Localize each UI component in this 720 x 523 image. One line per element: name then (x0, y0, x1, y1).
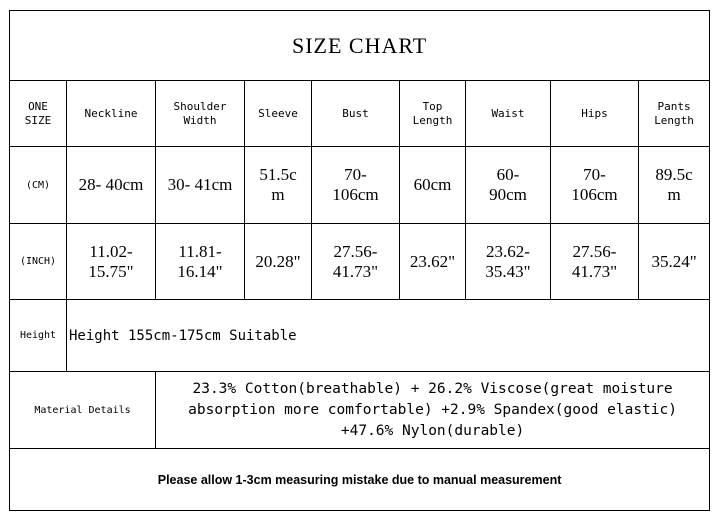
height-label: Height (10, 300, 67, 372)
height-value: Height 155cm-175cm Suitable (67, 300, 710, 372)
material-row (10, 372, 710, 449)
cm-bust: 70- 106cm (312, 147, 400, 224)
cm-sleeve: 51.5c m (245, 147, 312, 224)
cm-waist: 60- 90cm (466, 147, 551, 224)
header-shoulder-width: Shoulder Width (156, 81, 245, 147)
inch-neckline: 11.02- 15.75" (67, 224, 156, 300)
inch-waist: 23.62- 35.43" (466, 224, 551, 300)
inch-hips: 27.56- 41.73" (551, 224, 639, 300)
inch-top-length: 23.62" (400, 224, 466, 300)
header-waist: Waist (466, 81, 551, 147)
cm-top-length: 60cm (400, 147, 466, 224)
table-row (10, 224, 710, 300)
header-top-length: Top Length (400, 81, 466, 147)
inch-bust: 27.56- 41.73" (312, 224, 400, 300)
note-row (10, 449, 710, 511)
header-one-size: ONE SIZE (10, 81, 67, 147)
measurement-note: Please allow 1-3cm measuring mistake due to manual measurement (10, 449, 710, 511)
size-chart-table (9, 10, 710, 511)
chart-title: SIZE CHART (10, 11, 710, 81)
cm-neckline: 28- 40cm (67, 147, 156, 224)
table-row (10, 147, 710, 224)
header-row (10, 81, 710, 147)
header-pants-length: Pants Length (639, 81, 710, 147)
row-label-inch: (INCH) (10, 224, 67, 300)
material-value: 23.3% Cotton(breathable) + 26.2% Viscose(great moisture absorption more comfortable) +2.9% Spandex(good elastic) +47.6% Nylon(durable) (156, 372, 710, 449)
cm-hips: 70- 106cm (551, 147, 639, 224)
inch-pants-length: 35.24" (639, 224, 710, 300)
header-hips: Hips (551, 81, 639, 147)
inch-shoulder-width: 11.81- 16.14" (156, 224, 245, 300)
material-label: Material Details (10, 372, 156, 449)
height-row (10, 300, 710, 372)
header-neckline: Neckline (67, 81, 156, 147)
cm-pants-length: 89.5c m (639, 147, 710, 224)
cm-shoulder-width: 30- 41cm (156, 147, 245, 224)
inch-sleeve: 20.28" (245, 224, 312, 300)
row-label-cm: (CM) (10, 147, 67, 224)
header-bust: Bust (312, 81, 400, 147)
header-sleeve: Sleeve (245, 81, 312, 147)
